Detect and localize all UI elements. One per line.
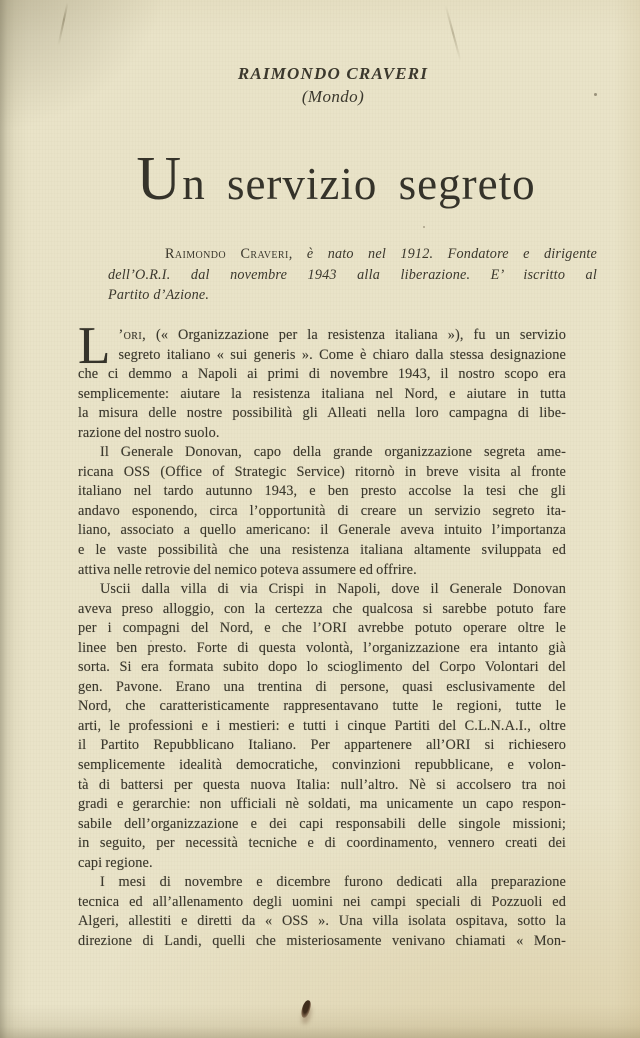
paper-speck <box>150 640 152 642</box>
paragraph-4 <box>78 873 566 951</box>
author-pseudonym: (Mondo) <box>301 87 365 106</box>
bio-line1-rest: , è nato nel 1912. Fondatore e dirigente <box>288 246 597 262</box>
body-line: liano, associato a quello americano: il Generale aveva intuito l’importanza <box>78 522 566 539</box>
title-rest: n servizio segreto <box>182 159 536 209</box>
body-line: capi regione. <box>78 854 153 871</box>
body-line: italiano nel tardo autunno 1943, e ben presto accolse la tesi che gli <box>78 483 566 500</box>
bio-paragraph <box>108 244 597 306</box>
body-line: segreto italiano « sui generis ». Come è chiaro dalla stessa designazione <box>118 346 566 363</box>
body-line: e le vaste possibilità che una resistenza italiana altamente sviluppata ed <box>78 542 566 559</box>
paper-speck <box>423 226 425 228</box>
body-line: sabile dell’organizzazione e dei capi responsabili delle singole missioni; <box>78 815 566 832</box>
title-initial: U <box>136 145 183 213</box>
body-line: linee ben presto. Forte di questa volontà, l’organizzazione era intanto già <box>78 639 566 656</box>
paper-speck <box>594 93 597 96</box>
body-line: aveva preso alloggio, con la certezza che qualcosa si sarebbe potuto fare <box>78 600 566 617</box>
bio-line: Partito d’Azione. <box>108 287 210 303</box>
body-line <box>78 326 566 346</box>
bio-author-smallcaps: Raimondo Craveri <box>165 246 289 262</box>
paragraph-3 <box>78 580 566 873</box>
body-line: in seguito, per necessità tecniche e di coordinamento, vennero creati dei <box>78 835 566 852</box>
body-line: la misura delle nostre possibilità gli Alleati nella loro campagna di libe- <box>78 405 566 422</box>
body-line: per i compagni del Nord, e che l’ORI avrebbe potuto operare oltre le <box>78 620 566 637</box>
dropcap-letter: L <box>78 317 111 375</box>
bio-line <box>108 244 597 265</box>
body-line: tà di battersi per questa nuova Italia: null’altro. Nè si accolsero tra noi <box>78 776 566 793</box>
ink-smudge <box>300 999 312 1018</box>
body-line: sorta. Si era formata subito dopo lo scioglimento del Corpo Volontari del <box>78 659 566 676</box>
body-line: tecnica ed all’allenamento degli uomini nei campi speciali di Pozzuoli ed <box>78 893 566 910</box>
body-line: Nord, che caratteristicamente rappresentavano tutte le regioni, tutte le <box>78 698 566 715</box>
paragraph-1 <box>78 317 566 443</box>
body-line: andavo esponendo, circa l’opportunità di creare un servizio segreto ita- <box>78 502 566 519</box>
body-line: Algeri, allestiti e diretti da « OSS ». Una villa isolata ospitava, sotto la <box>78 913 566 930</box>
ori-smallcaps: ’ori, <box>118 327 147 343</box>
body-text <box>78 317 566 952</box>
body-line: direzione di Landi, quelli che misteriosamente venivano chiamati « Mon- <box>78 932 566 949</box>
bio-line: dell’O.R.I. dal novembre 1943 alla liberazione. E’ iscritto al <box>108 266 597 283</box>
body-line: Il Generale Donovan, capo della grande organizzazione segreta ame- <box>100 444 566 461</box>
page-title <box>36 145 636 213</box>
paper-fiber <box>445 5 462 62</box>
body-line: attiva nelle retrovie del nemico poteva assumere ed offrire. <box>78 561 417 578</box>
paper-fiber <box>57 2 68 45</box>
body-line: il Partito Repubblicano Italiano. Per appartenere all’ORI si richiesero <box>78 737 566 754</box>
body-line: gradi e gerarchie: non ufficiali nè soldati, ma unicamente un capo respon- <box>78 796 566 813</box>
body-line: che ci demmo a Napoli ai primi di novembre 1943, il nostro scopo era <box>78 366 566 383</box>
author-name: RAIMONDO CRAVERI <box>237 64 429 83</box>
body-line: arti, le professioni e i mestieri: e tutti i cinque Partiti del C.L.N.A.I., oltre <box>78 717 566 734</box>
body-line: razione del nostro suolo. <box>78 424 220 441</box>
body-line-text: (« Organizzazione per la resistenza italiana »), fu un servizio <box>155 327 566 343</box>
body-line: ricana OSS (Office of Strategic Service) ritornò in breve visita al fronte <box>78 463 566 480</box>
paragraph-2 <box>78 443 566 580</box>
body-line: Uscii dalla villa di via Crispi in Napoli, dove il Generale Donovan <box>100 581 566 598</box>
author-block <box>33 62 633 108</box>
body-line: gen. Pavone. Erano una trentina di persone, quasi esclusivamente del <box>78 678 566 695</box>
body-line: I mesi di novembre e dicembre furono dedicati alla preparazione <box>100 874 566 891</box>
body-line: semplicemente idealità democratiche, convinzioni repubblicane, e volon- <box>78 757 566 774</box>
body-line: semplicemente: aiutare la resistenza italiana nel Nord, e aiutare in tutta <box>78 385 566 402</box>
